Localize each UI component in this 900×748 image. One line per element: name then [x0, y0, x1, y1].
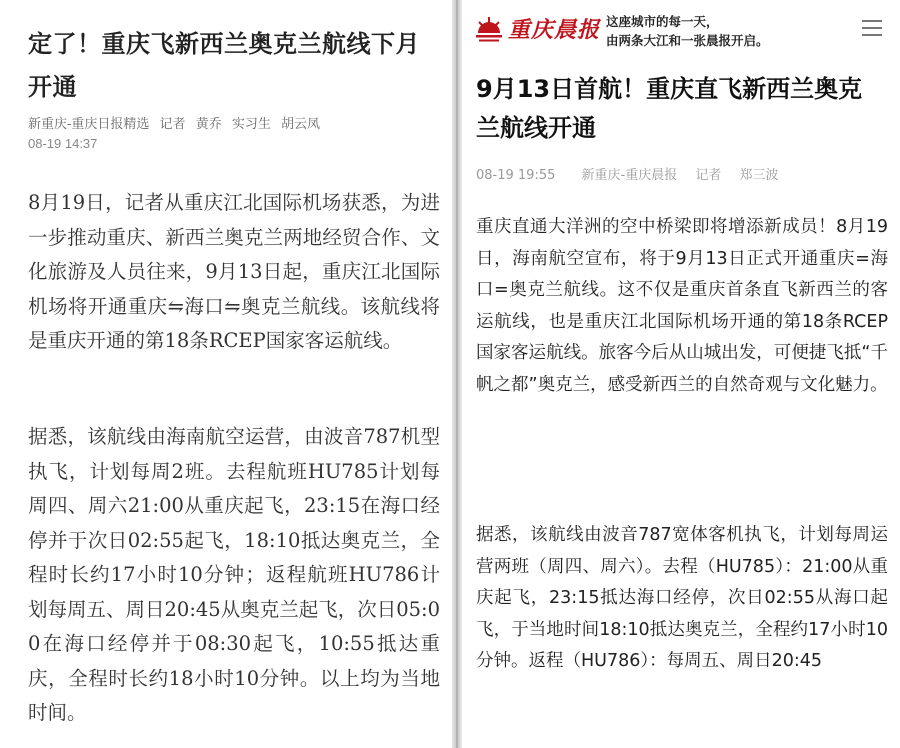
left-reporter-name: 黄乔 — [195, 117, 222, 132]
right-article-byline — [476, 164, 801, 183]
site-logo[interactable] — [474, 13, 600, 44]
right-paragraph-1: 重庆直通大洋洲的空中桥梁即将增添新成员！8月19日，海南航空宣布，将于9月13日正式开通重庆=海口=奥克兰航线。这不仅是重庆首条直飞新西兰的客运航线，也是重庆江北国际机场开通的第18条RCEP国家客运航线。旅客今后从山城出发，可便捷飞抵“千帆之都”奥克兰，感受新西兰的自然奇观与文化魅力。 — [476, 217, 888, 395]
left-reporter-label: 记者 — [159, 117, 186, 132]
panel-divider — [452, 0, 462, 748]
slogan-line-2: 由两条大江和一张晨报开启。 — [606, 33, 769, 48]
hamburger-menu-icon[interactable] — [862, 20, 882, 36]
right-article-title: 9月13日首航！重庆直飞新西兰奥克兰航线开通 — [476, 75, 863, 142]
right-article-source[interactable]: 新重庆-重庆晨报 — [581, 168, 678, 183]
left-article-date: 08-19 14:37 — [28, 136, 98, 151]
slogan-line-1: 这座城市的每一天， — [606, 14, 719, 29]
left-article-source[interactable]: 新重庆-重庆日报精选 — [28, 117, 150, 132]
site-slogan — [606, 12, 769, 50]
sunrise-logo-icon — [474, 14, 504, 44]
right-reporter-name: 郑三波 — [739, 168, 779, 183]
logo-text: 重庆晨报 — [508, 17, 601, 43]
left-paragraph-2: 据悉，该航线由海南航空运营，由波音787机型执飞，计划每周2班。去程航班HU785计划每周四、周六21:00从重庆起飞，23:15在海口经停并于次日02:55起飞，18:10抵达奥克兰，全程时长约17小时10分钟；返程航班HU786计划每周五、周日20:45从奥克兰起飞，次日05:00在海口经停并于08:30起飞，10:55抵达重庆，全程时长约18小时10分钟。以上均为当地时间。 — [28, 425, 440, 724]
left-intern-label: 实习生 — [231, 117, 271, 132]
left-article-byline — [28, 114, 438, 136]
right-paragraph-2: 据悉，该航线由波音787宽体客机执飞，计划每周运营两班（周四、周六）。去程（HU785）：21:00从重庆起飞，23:15抵达海口经停，次日02:55从海口起飞，于当地时间18:10抵达奥克兰，全程约17小时10分钟。返程（HU786）：每周五、周日20:45 — [476, 525, 888, 671]
right-article-date: 08-19 19:55 — [476, 168, 556, 183]
left-paragraph-1: 8月19日，记者从重庆江北国际机场获悉，为进一步推动重庆、新西兰奥克兰两地经贸合作、文化旅游及人员往来，9月13日起，重庆江北国际机场将开通重庆⇋海口⇋奥克兰航线。该航线将是重庆开通的第18条RCEP国家客运航线。 — [28, 191, 440, 352]
right-article-panel — [462, 0, 900, 748]
left-intern-name: 胡云凤 — [281, 117, 321, 132]
right-reporter-label: 记者 — [695, 168, 722, 183]
left-article-title: 定了！重庆飞新西兰奥克兰航线下月开通 — [28, 29, 420, 101]
site-header — [462, 0, 900, 58]
